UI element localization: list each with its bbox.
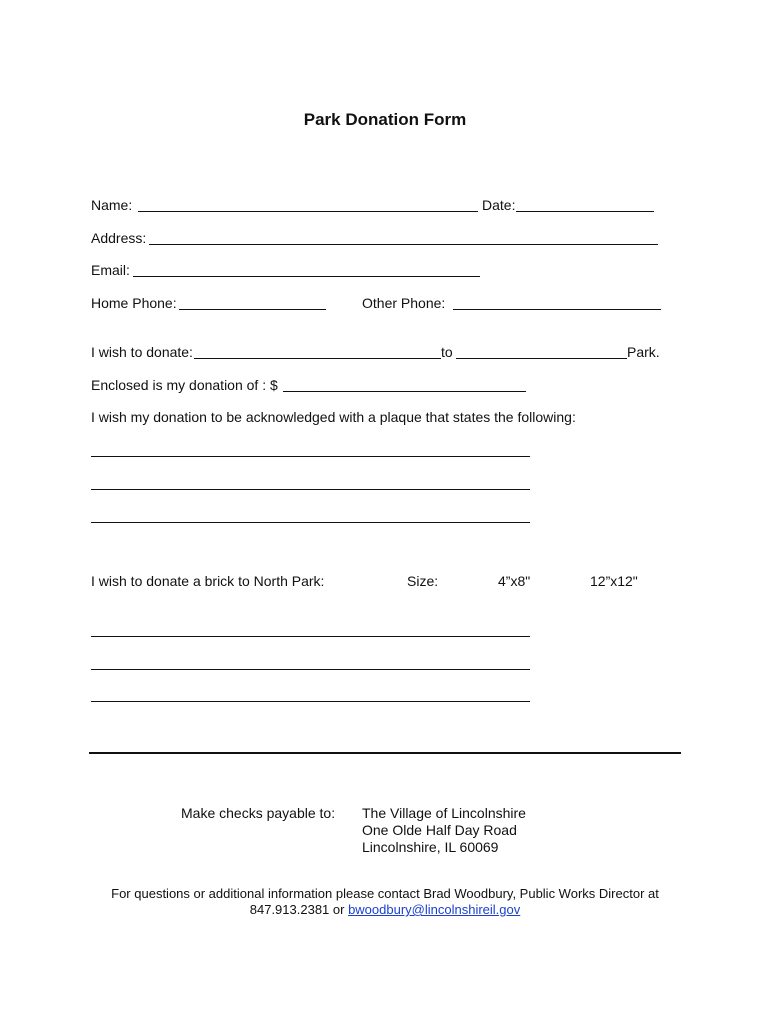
- address-label: Address:: [91, 230, 147, 246]
- section-divider: [89, 752, 681, 754]
- plaque-line-3[interactable]: [91, 522, 530, 523]
- date-label: Date:: [482, 197, 516, 213]
- email-label: Email:: [91, 262, 130, 278]
- payee-street: One Olde Half Day Road: [362, 822, 517, 838]
- contact-email-link[interactable]: bwoodbury@lincolnshireil.gov: [348, 902, 521, 917]
- page-title: Park Donation Form: [303, 110, 467, 129]
- size-option-small[interactable]: 4”x8": [498, 573, 531, 589]
- payee-city: Lincolnshire, IL 60069: [362, 839, 499, 855]
- plaque-line-2[interactable]: [91, 489, 530, 490]
- home-phone-field[interactable]: [179, 309, 326, 310]
- payee-name: The Village of Lincolnshire: [362, 805, 526, 821]
- date-field[interactable]: [516, 211, 654, 212]
- name-label: Name:: [91, 197, 133, 213]
- brick-line-1[interactable]: [91, 636, 530, 637]
- size-option-large[interactable]: 12”x12": [590, 573, 638, 589]
- contact-phone: 847.913.2381 or: [249, 902, 349, 917]
- checks-payable-label: Make checks payable to:: [181, 805, 336, 821]
- home-phone-label: Home Phone:: [91, 295, 177, 311]
- brick-label: I wish to donate a brick to North Park:: [91, 573, 325, 589]
- brick-line-2[interactable]: [91, 669, 530, 670]
- name-field[interactable]: [138, 211, 478, 212]
- size-label: Size:: [407, 573, 439, 589]
- donate-label: I wish to donate:: [91, 344, 193, 360]
- donate-item-field[interactable]: [194, 358, 441, 359]
- park-label: Park.: [627, 344, 660, 360]
- contact-line-1: For questions or additional information please contact Brad Woodbury, Public Works Director at: [111, 886, 659, 901]
- other-phone-field[interactable]: [453, 309, 661, 310]
- enclosed-label: Enclosed is my donation of : $: [91, 377, 278, 393]
- other-phone-label: Other Phone:: [362, 295, 446, 311]
- email-field[interactable]: [133, 276, 480, 277]
- park-name-field[interactable]: [456, 358, 627, 359]
- plaque-label: I wish my donation to be acknowledged with a plaque that states the following:: [91, 409, 576, 425]
- brick-line-3[interactable]: [91, 701, 530, 702]
- address-field[interactable]: [149, 244, 658, 245]
- contact-line-2: [0, 902, 770, 918]
- donation-amount-field[interactable]: [283, 391, 526, 392]
- plaque-line-1[interactable]: [91, 456, 530, 457]
- to-label: to: [441, 344, 453, 360]
